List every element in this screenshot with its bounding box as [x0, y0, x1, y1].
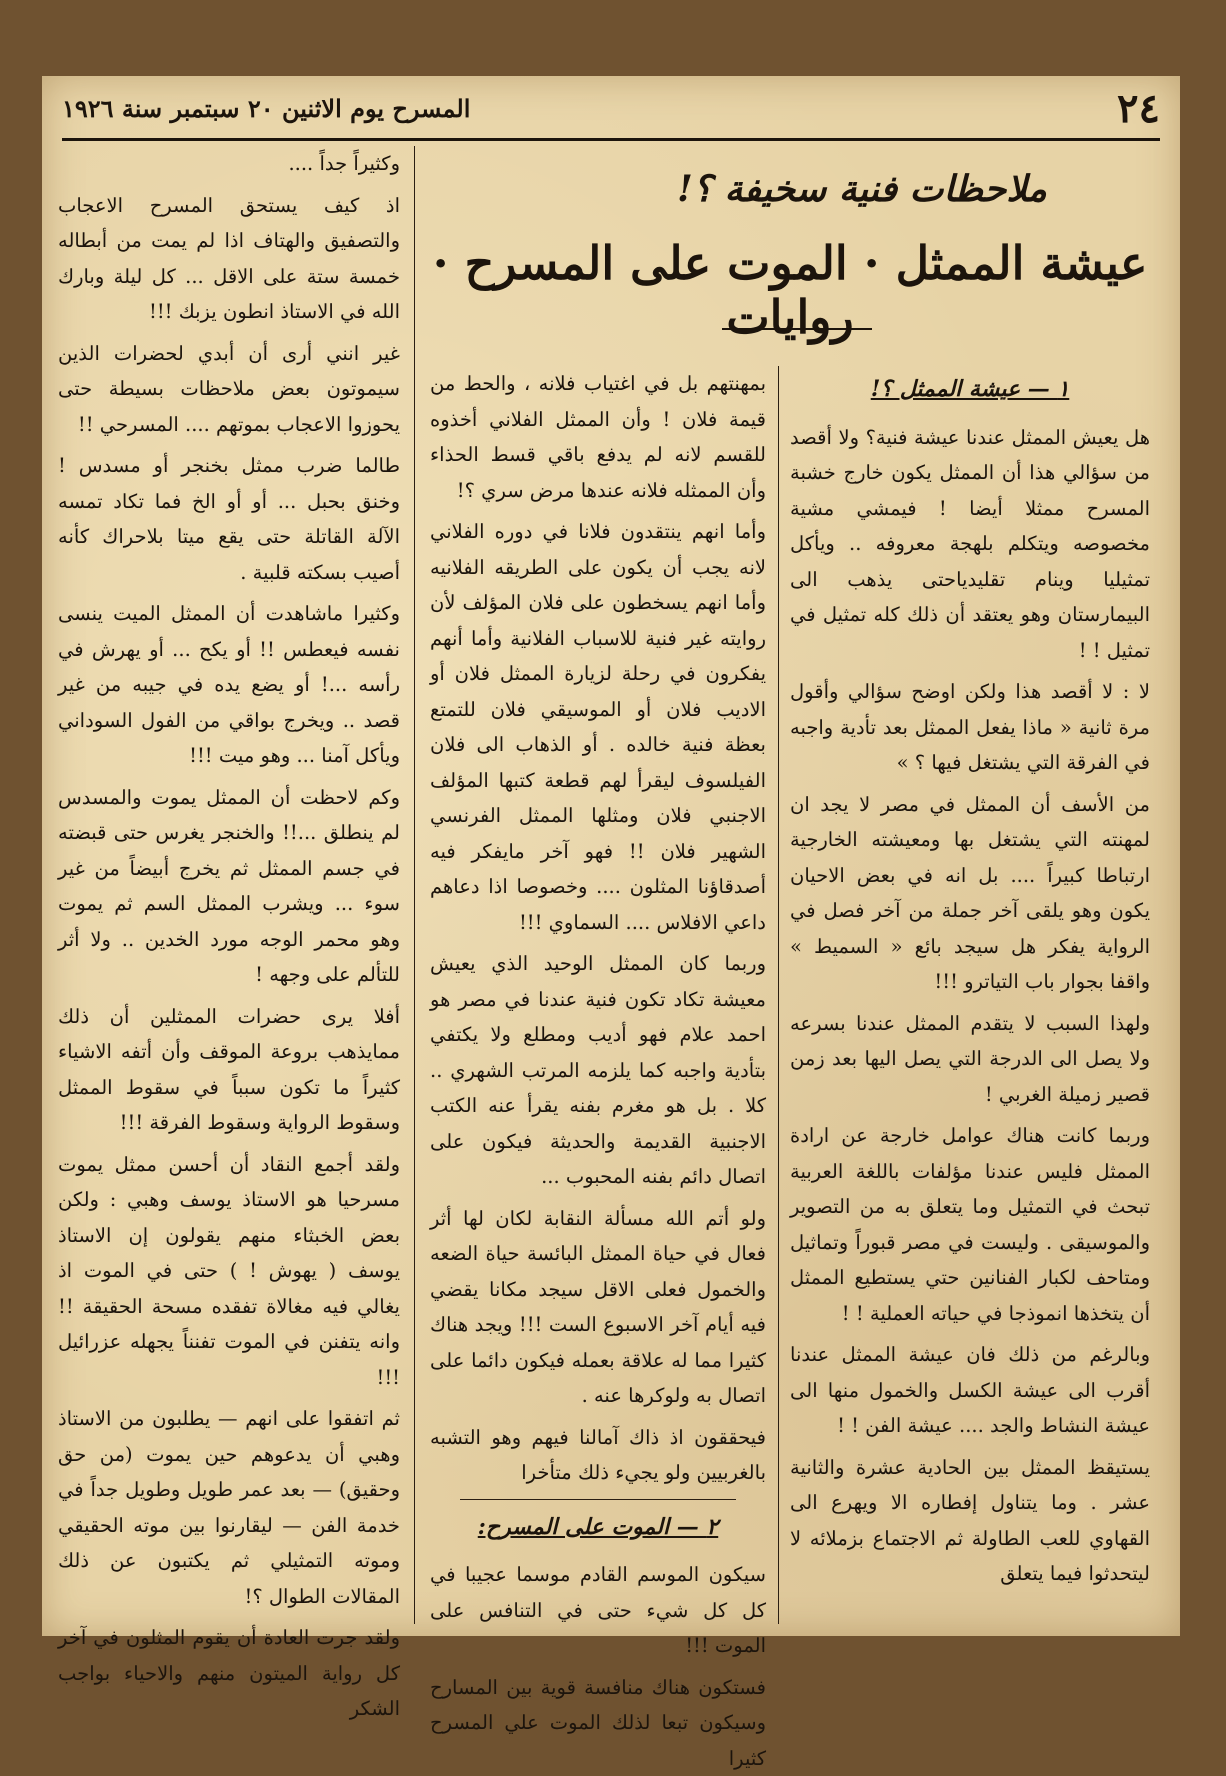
paragraph: سيكون الموسم القادم موسما عجيبا في كل كل شيء حتى في التنافس على الموت !!! [430, 1557, 766, 1664]
paragraph: ثم اتفقوا على انهم — يطلبون من الاستاذ وهبي أن يدعوهم حين يموت (من حق وحقيق) — بعد عمر طويل وطويل جداً في خدمة الفن — ليقارنوا بين موته الحقيقي وموته التمثيلي ثم يكتبون عن ذلك المقالات الطوال ؟! [58, 1401, 400, 1614]
column-right [790, 366, 1150, 1624]
paragraph: لا : لا أقصد هذا ولكن اوضح سؤالي وأقول مرة ثانية « ماذا يفعل الممثل بعد تأدية واجبه في الفرقة التي يشتغل فيها ؟ » [790, 674, 1150, 781]
section-rule [460, 1499, 736, 1500]
column-divider [414, 146, 415, 1624]
paragraph: وربما كانت هناك عوامل خارجة عن ارادة الممثل فليس عندنا مؤلفات باللغة العربية تبحث في التمثيل وما يتعلق به من التصوير والموسيقى . وليست في مصر قبوراً وتماثيل ومتاحف لكبار الفنانين حتي يستطيع الممثل أن يتخذها انموذجا في حياته العملية ! ! [790, 1118, 1150, 1331]
paragraph: من الأسف أن الممثل في مصر لا يجد ان لمهنته التي يشتغل بها ومعيشته الخارجية ارتباطا كبيراً .... بل انه في بعض الاحيان يكون وهو يلقى آخر جملة من آخر فصل في الرواية يفكر هل سيجد بائع « السميط » واقفا بجوار باب التياترو !!! [790, 787, 1150, 1000]
page-header [62, 82, 1160, 134]
paragraph: فيحققون اذ ذاك آمالنا فيهم وهو التشبه بالغربيين ولو يجيء ذلك متأخرا [430, 1420, 766, 1491]
section-title: ١ — عيشة الممثل ؟! [790, 372, 1150, 408]
paragraph: بمهنتهم بل في اغتياب فلانه ، والحط من قيمة فلان ! وأن الممثل الفلاني أخذوه للقسم لانه لم يدفع باقي قسط الحذاء وأن الممثله فلانه عندها مرض سري ؟! [430, 366, 766, 508]
paragraph: ولهذا السبب لا يتقدم الممثل عندنا بسرعه ولا يصل الى الدرجة التي يصل اليها بعد زمن قصير زميلة الغربي ! [790, 1006, 1150, 1113]
article-kicker: ملاحظات فنية سخيفة ؟! [562, 168, 1162, 228]
paragraph: غير انني أرى أن أبدي لحضرات الذين سيموتون بعض ملاحظات بسيطة حتى يحوزوا الاعجاب بموتهم .... المسرحي !! [58, 336, 400, 443]
paragraph: يستيقظ الممثل بين الحادية عشرة والثانية عشر . وما يتناول إفطاره الا ويهرع الى القهاوي للعب الطاولة ثم الاجتماع بزملائه لا ليتحدثوا فيما يتعلق [790, 1450, 1150, 1592]
paragraph: اذ كيف يستحق المسرح الاعجاب والتصفيق والهتاف اذا لم يمت من أبطاله خمسة ستة على الاقل ... كل ليلة وبارك الله في الاستاذ انطون يزبك !!! [58, 188, 400, 330]
header-rule [62, 138, 1160, 141]
column-divider [778, 366, 779, 1624]
paragraph: أفلا يرى حضرات الممثلين أن ذلك ممايذهب بروعة الموقف وأن أتفه الاشياء كثيراً ما تكون سبباً في سقوط الممثل وسقوط الرواية وسقوط الفرقة !!! [58, 999, 400, 1141]
column-left [58, 146, 400, 1624]
headline-rule [722, 328, 872, 330]
paragraph: فستكون هناك منافسة قوية بين المسارح وسيكون تبعا لذلك الموت علي المسرح كثيرا [430, 1670, 766, 1776]
article-headline: عيشة الممثل · الموت على المسرح · روايات [430, 236, 1150, 316]
paragraph: ولو أتم الله مسألة النقابة لكان لها أثر فعال في حياة الممثل البائسة حياة الضعه والخمول فعلى الاقل سيجد مكانا يقضي فيه أيام آخر الاسبوع الست !!! ويجد هناك كثيرا مما له علاقة بعمله فيكون دائما على اتصال به ولوكرها عنه . [430, 1201, 766, 1414]
paragraph: طالما ضرب ممثل بخنجر أو مسدس ! وخنق بحبل ... أو أو الخ فما تكاد تمسه الآلة القاتلة حتى يقع ميتا بلاحراك كأنه أصيب بسكته قلبية . [58, 448, 400, 590]
paragraph: وأما انهم ينتقدون فلانا في دوره الفلاني لانه يجب أن يكون على الطريقه الفلانيه وأما انهم يسخطون على فلان المؤلف لأن روايته غير فنية للاسباب الفلانية وأما أنهم يفكرون في رحلة لزيارة الممثل فلان أو الاديب فلان أو الموسيقي فلان للتمتع بعظة فنية خالده . أو الذهاب الى فلان الفيلسوف ليقرأ لهم قطعة كتبها المؤلف الاجنبي فلان ومثلها الممثل الفرنسي الشهير فلان !! فهو آخر مايفكر فيه أصدقاؤنا المثلون .... وخصوصا اذا دعاهم داعي الافلاس .... السماوي !!! [430, 514, 766, 940]
paragraph: وكثيراً جداً .... [58, 146, 400, 182]
newspaper-page [42, 76, 1180, 1636]
paragraph: ولقد أجمع النقاد أن أحسن ممثل يموت مسرحيا هو الاستاذ يوسف وهبي : ولكن بعض الخبثاء منهم يقولون إن الاستاذ يوسف ( يهوش ! ) حتى في الموت اذ يغالي فيه مغالاة تفقده مسحة الحقيقة !! وانه يتفنن في الموت تفنناً يجهله عزرائيل !!! [58, 1147, 400, 1396]
paragraph: وربما كان الممثل الوحيد الذي يعيش معيشة تكاد تكون فنية عندنا في مصر هو احمد علام فهو أديب ومطلع ولا يكتفي بتأدية واجبه كما يلزمه المرتب الشهري .. كلا . بل هو مغرم بفنه يقرأ عنه الكتب الاجنبية القديمة والحديثة فيكون على اتصال دائم بفنه المحبوب ... [430, 946, 766, 1195]
masthead-date: المسرح يوم الاثنين ٢٠ سبتمبر سنة ١٩٢٦ [62, 94, 470, 123]
paragraph: وكم لاحظت أن الممثل يموت والمسدس لم ينطلق ...!! والخنجر يغرس حتى قبضته في جسم الممثل ثم يخرج أبيضاً من غير سوء ... ويشرب الممثل السم ثم يموت وهو محمر الوجه مورد الخدين .. ولا أثر للتألم على وجهه ! [58, 780, 400, 993]
paragraph: هل يعيش الممثل عندنا عيشة فنية؟ ولا أقصد من سؤالي هذا أن الممثل يكون خارج خشبة المسرح ممثلا أيضا ! فيمشي مشية مخصوصه ويتكلم بلهجة معروفه .. ويأكل تمثيليا وينام تقليدياحتى يذهب الى البيمارستان وهو يعتقد أن ذلك كله تمثيل في تمثيل ! ! [790, 420, 1150, 669]
paragraph: وكثيرا ماشاهدت أن الممثل الميت ينسى نفسه فيعطس !! أو يكح ... أو يهرش في رأسه ...! أو يضع يده في جيبه من غير قصد .. ويخرج بواقي من الفول السوداني ويأكل آمنا ... وهو ميت !!! [58, 596, 400, 774]
page-number: ٢٤ [1117, 85, 1160, 132]
paragraph: ولقد جرت العادة أن يقوم المثلون في آخر كل رواية الميتون منهم والاحياء بواجب الشكر [58, 1620, 400, 1727]
section-title: ٢ — الموت على المسرح: [430, 1510, 766, 1546]
paragraph: وبالرغم من ذلك فان عيشة الممثل عندنا أقرب الى عيشة الكسل والخمول منها الى عيشة النشاط والجد .... عيشة الفن ! ! [790, 1337, 1150, 1444]
column-middle [430, 366, 766, 1624]
